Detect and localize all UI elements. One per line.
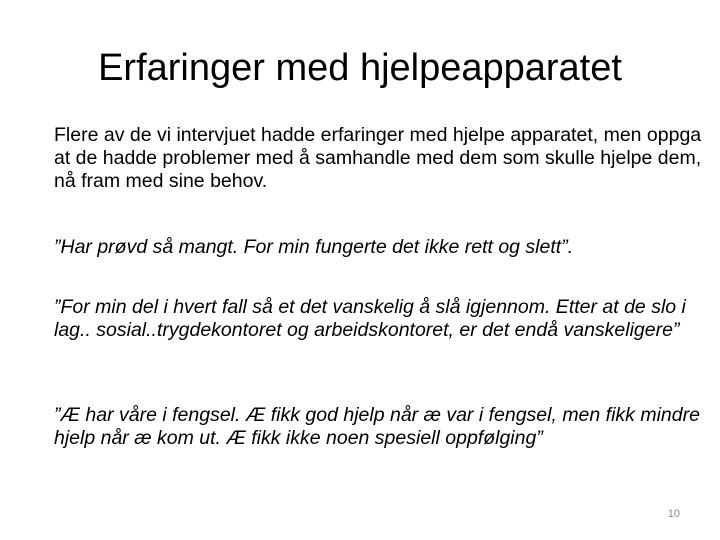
quote-2: ”For min del i hvert fall så et det vanskelig å slå igjennom. Etter at de slo i lag.. sosial..trygdekontoret og arbeidskontoret, er det endå vanskeligere” bbox=[54, 296, 686, 341]
intro-paragraph: Flere av de vi intervjuet hadde erfaringer med hjelpe apparatet, men oppga at de hadde problemer med å samhandle med dem som skulle hjelpe dem, nå fram med sine behov. bbox=[54, 124, 702, 192]
quote-3: ”Æ har våre i fengsel. Æ fikk god hjelp når æ var i fengsel, men fikk mindre hjelp når æ kom ut. Æ fikk ikke noen spesiell oppfølging” bbox=[54, 404, 700, 449]
quote-1: ”Har prøvd så mangt. For min fungerte det ikke rett og slett”. bbox=[54, 236, 574, 258]
page-number: 10 bbox=[667, 508, 680, 520]
slide-title: Erfaringer med hjelpeapparatet bbox=[98, 47, 622, 89]
